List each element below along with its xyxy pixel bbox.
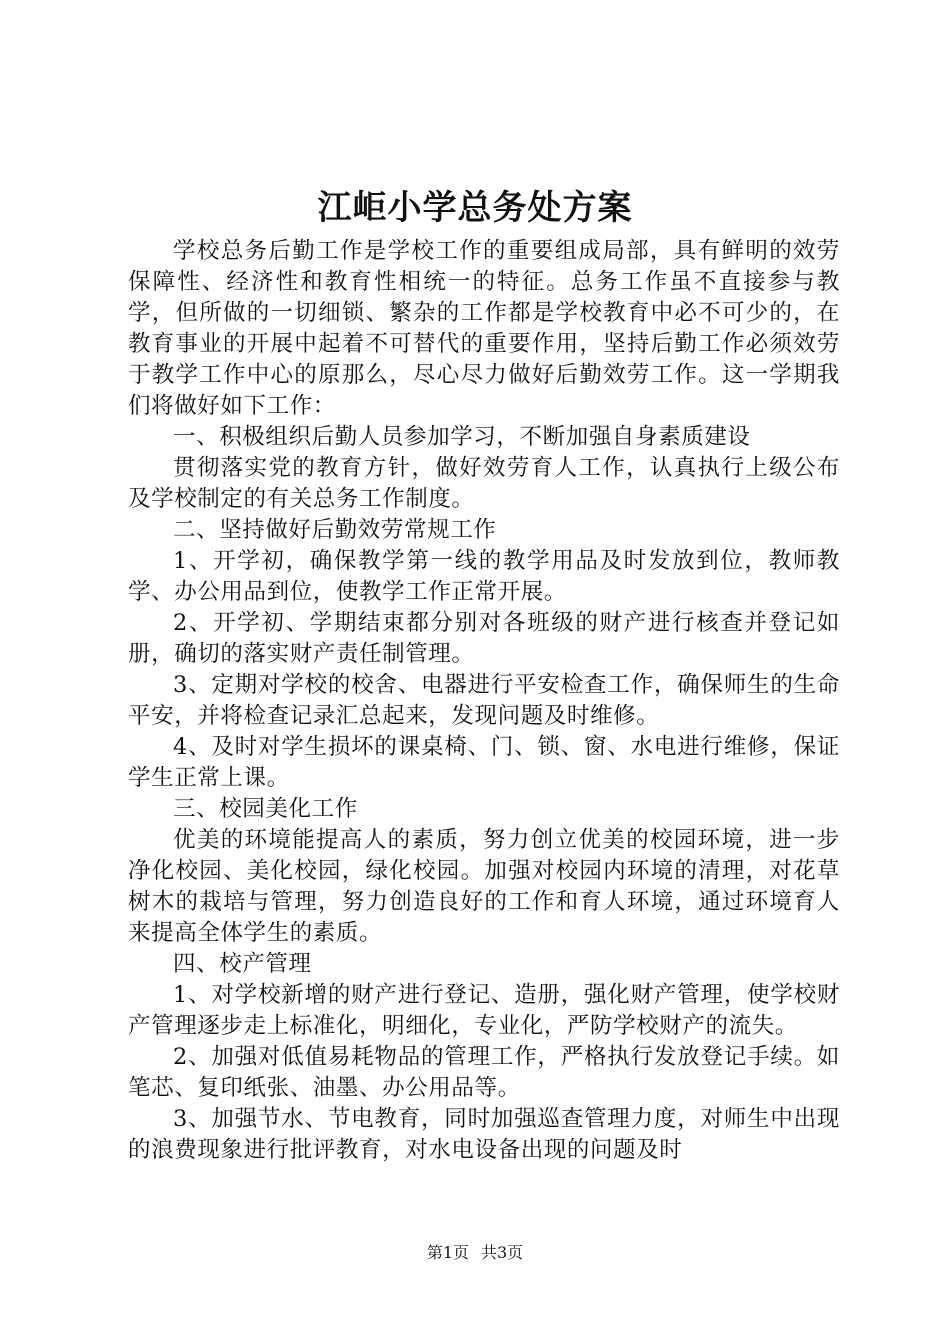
- section-heading-1: 一、积极组织后勤人员参加学习，不断加强自身素质建设: [173, 424, 751, 450]
- section-heading-4: 四、校产管理: [173, 951, 312, 977]
- paragraph: 4、及时对学生损坏的课桌椅、门、锁、窗、水电进行维修，保证学生正常上课。: [128, 734, 840, 791]
- page-footer: [0, 1242, 950, 1264]
- paragraph: 优美的环境能提高人的素质，努力创立优美的校园环境，进一步净化校园、美化校园，绿化校园。加强对校园内环境的清理，对花草树木的栽培与管理，努力创造良好的工作和育人环境，通过环境育人来提高全体学生的素质。: [128, 827, 840, 946]
- paragraph: 2、加强对低值易耗物品的管理工作，严格执行发放登记手续。如笔芯、复印纸张、油墨、办公用品等。: [128, 1044, 840, 1101]
- page-number: 第1页: [426, 1243, 469, 1262]
- document-title: 江岠小学总务处方案: [317, 188, 633, 228]
- paragraph: 贯彻落实党的教育方针，做好效劳育人工作，认真执行上级公布及学校制定的有关总务工作制度。: [128, 455, 840, 512]
- paragraph: 3、加强节水、节电教育，同时加强巡查管理力度，对师生中出现的浪费现象进行批评教育，对水电设备出现的问题及时: [128, 1106, 840, 1163]
- document-body: [128, 236, 840, 1166]
- paragraph: 1、开学初，确保教学第一线的教学用品及时发放到位，教师教学、办公用品到位，使教学工作正常开展。: [128, 548, 840, 605]
- paragraph-intro: 学校总务后勤工作是学校工作的重要组成局部，具有鲜明的效劳保障性、经济性和教育性相统一的特征。总务工作虽不直接参与教学，但所做的一切细锁、繁杂的工作都是学校教育中必不可少的，在教育事业的开展中起着不可替代的重要作用，坚持后勤工作必须效劳于教学工作中心的原那么，尽心尽力做好后勤效劳工作。这一学期我们将做好如下工作：: [128, 238, 840, 419]
- page-total: 共3页: [481, 1243, 524, 1262]
- paragraph: 1、对学校新增的财产进行登记、造册，强化财产管理，使学校财产管理逐步走上标准化，明细化，专业化，严防学校财产的流失。: [128, 982, 840, 1039]
- section-heading-3: 三、校园美化工作: [173, 796, 358, 822]
- paragraph: 2、开学初、学期结束都分别对各班级的财产进行核查并登记如册，确切的落实财产责任制管理。: [128, 610, 840, 667]
- section-heading-2: 二、坚持做好后勤效劳常规工作: [173, 517, 497, 543]
- paragraph: 3、定期对学校的校舍、电器进行平安检查工作，确保师生的生命平安，并将检查记录汇总起来，发现问题及时维修。: [128, 672, 840, 729]
